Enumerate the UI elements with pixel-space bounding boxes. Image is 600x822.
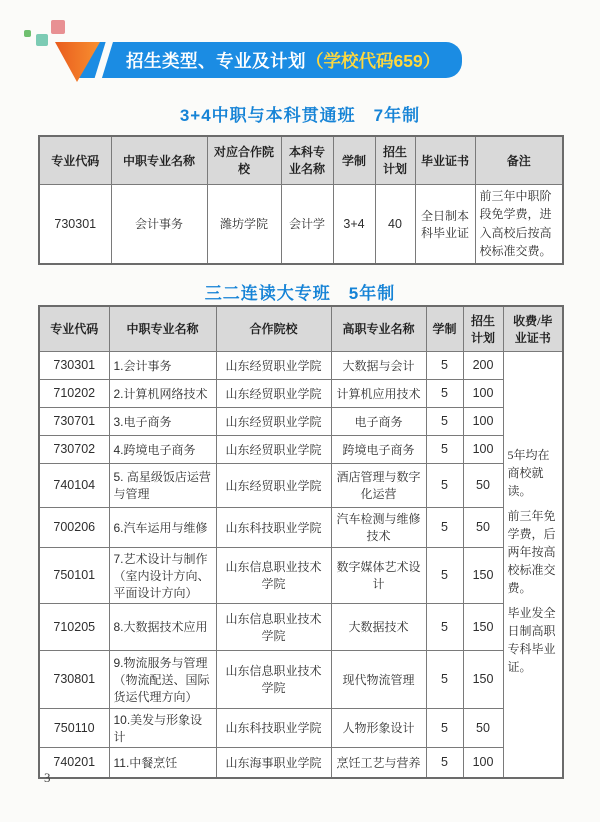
cell-years: 5 — [426, 507, 463, 547]
table-row — [39, 747, 563, 778]
cell-quota: 100 — [463, 407, 503, 435]
cell-higher-major: 人物形象设计 — [331, 708, 426, 747]
cell-years: 5 — [426, 379, 463, 407]
col-header-major: 中职专业名称 — [109, 306, 216, 351]
banner-triangle-icon — [54, 41, 102, 83]
col-header-code: 专业代码 — [39, 306, 109, 351]
cell-quota: 100 — [463, 379, 503, 407]
col-header-major: 中职专业名称 — [111, 136, 207, 184]
cell-college: 山东经贸职业学院 — [216, 379, 331, 407]
cell-higher-major: 电子商务 — [331, 407, 426, 435]
cell-code: 750110 — [39, 708, 109, 747]
cell-college: 山东科技职业学院 — [216, 708, 331, 747]
cell-quota: 150 — [463, 603, 503, 650]
cell-code: 750101 — [39, 547, 109, 603]
table-3plus2-class — [38, 305, 564, 779]
table-row — [39, 463, 563, 507]
col-header-bachelor-major: 本科专业名称 — [281, 136, 333, 184]
cell-college: 山东信息职业技术学院 — [216, 547, 331, 603]
cell-quota: 50 — [463, 507, 503, 547]
cell-major: 7.艺术设计与制作（室内设计方向、平面设计方向） — [109, 547, 216, 603]
cell-quota: 150 — [463, 547, 503, 603]
col-header-years: 学制 — [333, 136, 375, 184]
table-row — [39, 650, 563, 708]
fee-note-line: 前三年免学费，后两年按高校标准交费。 — [507, 508, 556, 595]
cell-years: 5 — [426, 463, 463, 507]
cell-code: 730701 — [39, 407, 109, 435]
cell-code: 740104 — [39, 463, 109, 507]
col-header-partner-college: 对应合作院校 — [207, 136, 281, 184]
deco-square-green-icon — [24, 30, 31, 37]
cell-quota: 100 — [463, 435, 503, 463]
col-header-diploma: 毕业证书 — [415, 136, 475, 184]
col-header-quota: 招生计划 — [375, 136, 415, 184]
table2-header-row — [39, 306, 563, 351]
cell-years: 5 — [426, 747, 463, 778]
cell-remark: 前三年中职阶段免学费，进入高校后按高校标准交费。 — [475, 184, 563, 264]
cell-code: 730301 — [39, 184, 111, 264]
col-header-remark: 备注 — [475, 136, 563, 184]
table-row — [39, 507, 563, 547]
table-row — [39, 603, 563, 650]
cell-higher-major: 现代物流管理 — [331, 650, 426, 708]
page-number: 3 — [44, 770, 51, 785]
table-row — [39, 708, 563, 747]
fee-note-line: 5年均在商校就读。 — [507, 447, 550, 498]
cell-quota: 40 — [375, 184, 415, 264]
cell-years: 5 — [426, 547, 463, 603]
cell-major: 5. 高星级饭店运营与管理 — [109, 463, 216, 507]
col-header-code: 专业代码 — [39, 136, 111, 184]
cell-code: 710202 — [39, 379, 109, 407]
table-row — [39, 351, 563, 379]
section2-title: 三二连读大专班 5年制 — [204, 284, 396, 303]
cell-college: 山东海事职业学院 — [216, 747, 331, 778]
cell-major: 8.大数据技术应用 — [109, 603, 216, 650]
cell-major: 会计事务 — [111, 184, 207, 264]
cell-code: 710205 — [39, 603, 109, 650]
cell-quota: 100 — [463, 747, 503, 778]
cell-college: 山东经贸职业学院 — [216, 463, 331, 507]
cell-years: 5 — [426, 708, 463, 747]
cell-quota: 150 — [463, 650, 503, 708]
cell-quota: 200 — [463, 351, 503, 379]
cell-higher-major: 酒店管理与数字化运营 — [331, 463, 426, 507]
cell-higher-major: 跨境电子商务 — [331, 435, 426, 463]
cell-major: 9.物流服务与管理（物流配送、国际货运代理方向） — [109, 650, 216, 708]
cell-diploma: 全日制本科毕业证 — [415, 184, 475, 264]
col-header-years: 学制 — [426, 306, 463, 351]
table-row — [39, 435, 563, 463]
cell-college: 山东经贸职业学院 — [216, 351, 331, 379]
table-row — [39, 407, 563, 435]
cell-years: 5 — [426, 435, 463, 463]
cell-years: 3+4 — [333, 184, 375, 264]
cell-higher-major: 大数据与会计 — [331, 351, 426, 379]
fee-note-line: 毕业发全日制高职专科毕业证。 — [507, 605, 556, 674]
table-row — [39, 184, 563, 264]
deco-square-pink-icon — [51, 20, 65, 34]
cell-college: 山东科技职业学院 — [216, 507, 331, 547]
cell-college: 山东经贸职业学院 — [216, 435, 331, 463]
cell-partner-college: 潍坊学院 — [207, 184, 281, 264]
cell-major: 1.会计事务 — [109, 351, 216, 379]
col-header-quota: 招生计划 — [463, 306, 503, 351]
cell-college: 山东信息职业技术学院 — [216, 650, 331, 708]
cell-years: 5 — [426, 351, 463, 379]
deco-square-teal-icon — [36, 34, 48, 46]
table1-header-row — [39, 136, 563, 184]
cell-code: 730301 — [39, 351, 109, 379]
col-header-college: 合作院校 — [216, 306, 331, 351]
table-3plus4-class — [38, 135, 564, 265]
section1-title: 3+4中职与本科贯通班 7年制 — [179, 106, 421, 125]
cell-fee-note — [503, 351, 563, 778]
cell-code: 700206 — [39, 507, 109, 547]
cell-quota: 50 — [463, 708, 503, 747]
cell-higher-major: 烹饪工艺与营养 — [331, 747, 426, 778]
banner-title: 招生类型、专业及计划 — [126, 50, 306, 71]
cell-higher-major: 大数据技术 — [331, 603, 426, 650]
cell-higher-major: 数字媒体艺术设计 — [331, 547, 426, 603]
cell-major: 10.美发与形象设计 — [109, 708, 216, 747]
section-banner — [72, 42, 462, 78]
banner-school-code: （学校代码659） — [306, 50, 441, 71]
cell-code: 740201 — [39, 747, 109, 778]
table-row — [39, 379, 563, 407]
cell-major: 6.汽车运用与维修 — [109, 507, 216, 547]
cell-years: 5 — [426, 407, 463, 435]
cell-higher-major: 汽车检测与维修技术 — [331, 507, 426, 547]
cell-quota: 50 — [463, 463, 503, 507]
cell-major: 11.中餐烹饪 — [109, 747, 216, 778]
cell-major: 3.电子商务 — [109, 407, 216, 435]
cell-college: 山东信息职业技术学院 — [216, 603, 331, 650]
cell-major: 4.跨境电子商务 — [109, 435, 216, 463]
cell-college: 山东经贸职业学院 — [216, 407, 331, 435]
col-header-fee-diploma: 收费/毕业证书 — [503, 306, 563, 351]
cell-years: 5 — [426, 650, 463, 708]
cell-higher-major: 计算机应用技术 — [331, 379, 426, 407]
table-row — [39, 547, 563, 603]
cell-code: 730702 — [39, 435, 109, 463]
cell-code: 730801 — [39, 650, 109, 708]
cell-years: 5 — [426, 603, 463, 650]
col-header-higher-major: 高职专业名称 — [331, 306, 426, 351]
cell-major: 2.计算机网络技术 — [109, 379, 216, 407]
cell-bachelor-major: 会计学 — [281, 184, 333, 264]
